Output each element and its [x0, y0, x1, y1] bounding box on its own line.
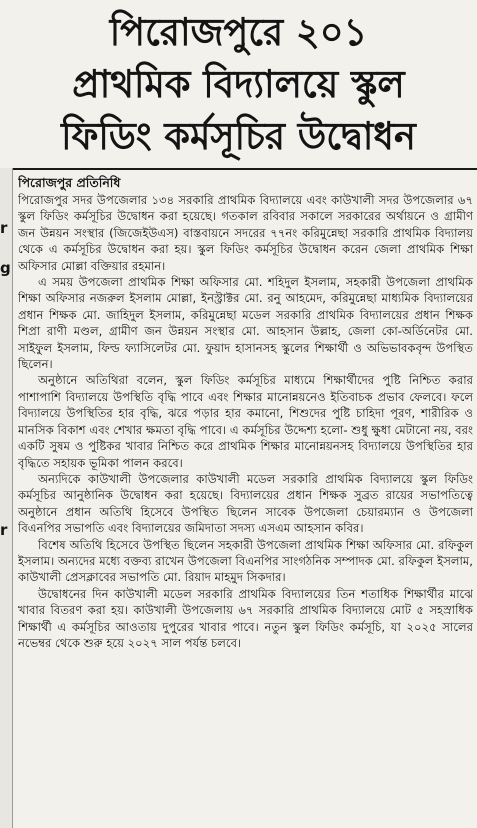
headline-line-1: পিরোজপুরে ২০১	[109, 10, 368, 54]
article-paragraph: অনুষ্ঠানে অতিথিরা বলেন, স্কুল ফিডিং কর্মসূচির মাধ্যমে শিক্ষার্থীদের পুষ্টি নিশ্চিত করার পাশাপাশি বিদ্যালয়ে উপস্থিতি বৃদ্ধি পাবে এবং শিক্ষার মানোন্নয়নেও ইতিবাচক প্রভাব ফেলবে। ফলে বিদ্যালয়ে উপস্থিতির হার বৃদ্ধি, ঝরে পড়ার হার কমানো, শিশুদের পুষ্টি চাহিদা পূরণ, শারীরিক ও মানসিক বিকাশ এবং শেখার ক্ষমতা বৃদ্ধি পাবে। এ কর্মসূচির উদ্দেশ্য হলো- শুধু ক্ষুধা মেটানো নয়, বরং একটি সুষম ও পুষ্টিকর খাবার নিশ্চিত করে প্রাথমিক শিক্ষার মানোন্নয়নসহ বিদ্যালয়ে উপস্থিতির হার বৃদ্ধিতে সহায়ক ভূমিকা পালন করবে।	[18, 373, 473, 470]
left-column-fragment: r	[0, 220, 8, 236]
headline-line-3: ফিডিং কর্মসূচির উদ্বোধন	[61, 114, 416, 158]
left-column-margin	[0, 168, 13, 828]
article-paragraph: এ সময় উপজেলা প্রাথমিক শিক্ষা অফিসার মো. শহিদুল ইসলাম, সহকারী উপজেলা প্রাথমিক শিক্ষা অফিসার নজরুল ইসলাম মোল্লা, ইনস্ট্রাক্টর মো. রনু আহমেদ, করিমুন্নেছা মাধ্যমিক বিদ্যালয়ের প্রধান শিক্ষক মো. জাহিদুল ইসলাম, করিমুন্নেছা মডেল সরকারি প্রাথমিক বিদ্যালয়ের প্রধান শিক্ষক শিপ্রা রাণী মণ্ডল, গ্রামীণ জন উন্নয়ন সংস্থার মো. আহসান উল্লাহ, জেলা কো-অর্ডিনেটর মো. সাইফুল ইসলাম, ফিল্ড ফ্যাসিলেটর মো. ফুয়াদ হাসানসহ স্কুলের শিক্ষার্থী ও অভিভাবকবৃন্দ উপস্থিত ছিলেন।	[18, 275, 473, 372]
left-column-fragment: g	[0, 260, 11, 276]
article-paragraph: বিশেষ অতিথি হিসেবে উপস্থিত ছিলেন সহকারী উপজেলা প্রাথমিক শিক্ষা অফিসার মো. রফিকুল ইসলাম। অন্যদের মধ্যে বক্তব্য রাখেন উপজেলা বিএনপির সাংগঠনিক সম্পাদক মো. রফিকুল ইসলাম, কাউখালী প্রেসক্লাবের সভাপতি মো. রিয়াদ মাহমুদ সিকদার।	[18, 537, 473, 585]
article-paragraph: পিরোজপুর সদর উপজেলার ১৩৪ সরকারি প্রাথমিক বিদ্যালয়ে এবং কাউখালী সদর উপজেলার ৬৭ স্কুল ফিডিং কর্মসূচির উদ্বোধন করা হয়েছে। গতকাল রবিবার সকালে সরকারের অর্থায়নে ও গ্রামীণ জন উন্নয়ন সংস্থার (জিজেইউএস) বাস্তবায়নে সদরের ৭৭নং করিমুন্নেছা সরকারি প্রাথমিক বিদ্যালয় থেকে এ কর্মসূচির উদ্বোধন করা হয়। স্কুল ফিডিং কর্মসূচির উদ্বোধন করেন জেলা প্রাথমিক শিক্ষা অফিসার মোল্লা বক্তিয়ার রহমান।	[18, 193, 473, 273]
left-column-fragment: r	[0, 522, 8, 538]
article-paragraph: অন্যদিকে কাউখালী উপজেলার কাউখালী মডেল সরকারি প্রাথমিক বিদ্যালয়ে স্কুল ফিডিং কর্মসূচির আনুষ্ঠানিক উদ্বোধন করা হয়েছে। বিদ্যালয়ের প্রধান শিক্ষক সুব্রত রায়ের সভাপতিত্বে অনুষ্ঠানে প্রধান অতিথি হিসেবে উপস্থিত ছিলেন সাবেক উপজেলা চেয়ারম্যান ও উপজেলা বিএনপির সভাপতি এবং বিদ্যালয়ের জমিদাতা সদস্য এসএম আহসান কবির।	[18, 471, 473, 536]
headline-divider	[0, 168, 477, 170]
headline-line-2: প্রাথমিক বিদ্যালয়ে স্কুল	[72, 62, 405, 106]
byline: পিরোজপুর প্রতিনিধি	[18, 175, 121, 190]
headline	[0, 0, 477, 168]
article-body	[18, 174, 473, 822]
article-paragraph: উদ্বোধনের দিন কাউখালী মডেল সরকারি প্রাথমিক বিদ্যালয়ের তিন শতাধিক শিক্ষার্থীর মাঝে খাবার বিতরণ করা হয়। কাউখালী উপজেলায় ৬৭ সরকারি প্রাথমিক বিদ্যালয়ে মোট ৫ সহস্রাধিক শিক্ষার্থী এ কর্মসূচির আওতায় দুপুরের খাবার পাবে। নতুন স্কুল ফিডিং কর্মসূচি, যা ২০২৫ সালের নভেম্বর থেকে শুরু হয়ে ২০২৭ সাল পর্যন্ত চলবে।	[18, 586, 473, 650]
